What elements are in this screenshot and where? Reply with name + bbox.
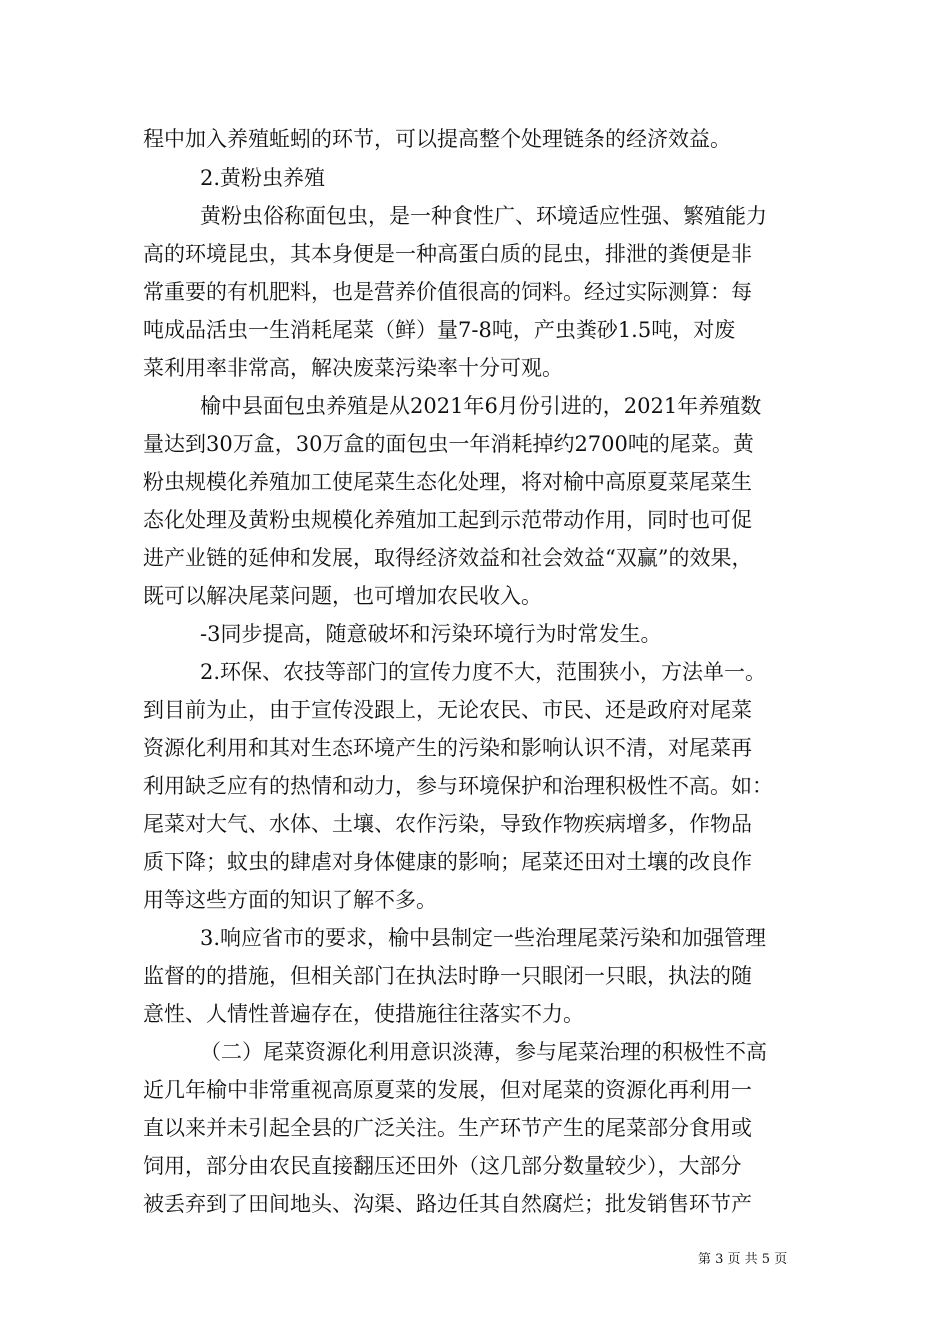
text-line: 近几年榆中非常重视高原夏菜的发展，但对尾菜的资源化再利用一: [143, 1078, 752, 1102]
text-line: 程中加入养殖蚯蚓的环节，可以提高整个处理链条的经济效益。: [143, 127, 731, 151]
text-line: 吨成品活虫一生消耗尾菜（鲜）量7-8吨，产虫粪砂1.5吨，对废: [143, 318, 736, 342]
text-line: 榆中县面包虫养殖是从2021年6月份引进的，2021年养殖数: [200, 394, 762, 418]
text-line: 粉虫规模化养殖加工使尾菜生态化处理，将对榆中高原夏菜尾菜生: [143, 470, 752, 494]
text-line: 量达到30万盒，30万盒的面包虫一年消耗掉约2700吨的尾菜。黄: [143, 432, 754, 456]
text-line: 2.环保、农技等部门的宣传力度不大，范围狭小，方法单一。: [200, 660, 767, 684]
text-line: 黄粉虫俗称面包虫，是一种食性广、环境适应性强、繁殖能力: [200, 204, 767, 228]
text-line: 被丢弃到了田间地头、沟渠、路边任其自然腐烂；批发销售环节产: [143, 1192, 752, 1216]
section-heading: （二）尾菜资源化利用意识淡薄，参与尾菜治理的积极性不高: [200, 1040, 767, 1064]
text-line: 资源化利用和其对生态环境产生的污染和影响认识不清，对尾菜再: [143, 736, 752, 760]
text-line: 用等这些方面的知识了解不多。: [143, 888, 437, 912]
text-line: 尾菜对大气、水体、土壤、农作污染，导致作物疾病增多，作物品: [143, 812, 752, 836]
text-line: 饲用，部分由农民直接翻压还田外（这几部分数量较少），大部分: [143, 1154, 742, 1178]
text-line: 直以来并未引起全县的广泛关注。生产环节产生的尾菜部分食用或: [143, 1116, 752, 1140]
text-line: 菜利用率非常高，解决废菜污染率十分可观。: [143, 356, 563, 380]
text-line: 态化处理及黄粉虫规模化养殖加工起到示范带动作用，同时也可促: [143, 508, 752, 532]
text-line: 到目前为止，由于宣传没跟上，无论农民、市民、还是政府对尾菜: [143, 698, 752, 722]
text-line: 监督的的措施，但相关部门在执法时睁一只眼闭一只眼，执法的随: [143, 964, 752, 988]
text-line: -3同步提高，随意破坏和污染环境行为时常发生。: [200, 622, 662, 646]
text-line: 质下降；蚊虫的肆虐对身体健康的影响；尾菜还田对土壤的改良作: [143, 850, 752, 874]
text-line: 3.响应省市的要求，榆中县制定一些治理尾菜污染和加强管理: [200, 926, 767, 950]
page-number: 第 3 页 共 5 页: [698, 1252, 788, 1267]
section-heading: 2.黄粉虫养殖: [200, 166, 326, 190]
text-line: 常重要的有机肥料，也是营养价值很高的饲料。经过实际测算：每: [143, 280, 752, 304]
text-line: 利用缺乏应有的热情和动力，参与环境保护和治理积极性不高。如：: [143, 774, 773, 798]
text-line: 进产业链的延伸和发展，取得经济效益和社会效益“双赢”的效果，: [143, 546, 753, 570]
text-line: 意性、人情性普遍存在，使措施往往落实不力。: [143, 1002, 584, 1026]
text-line: 高的环境昆虫，其本身便是一种高蛋白质的昆虫，排泄的粪便是非: [143, 242, 752, 266]
text-line: 既可以解决尾菜问题，也可增加农民收入。: [143, 584, 542, 608]
